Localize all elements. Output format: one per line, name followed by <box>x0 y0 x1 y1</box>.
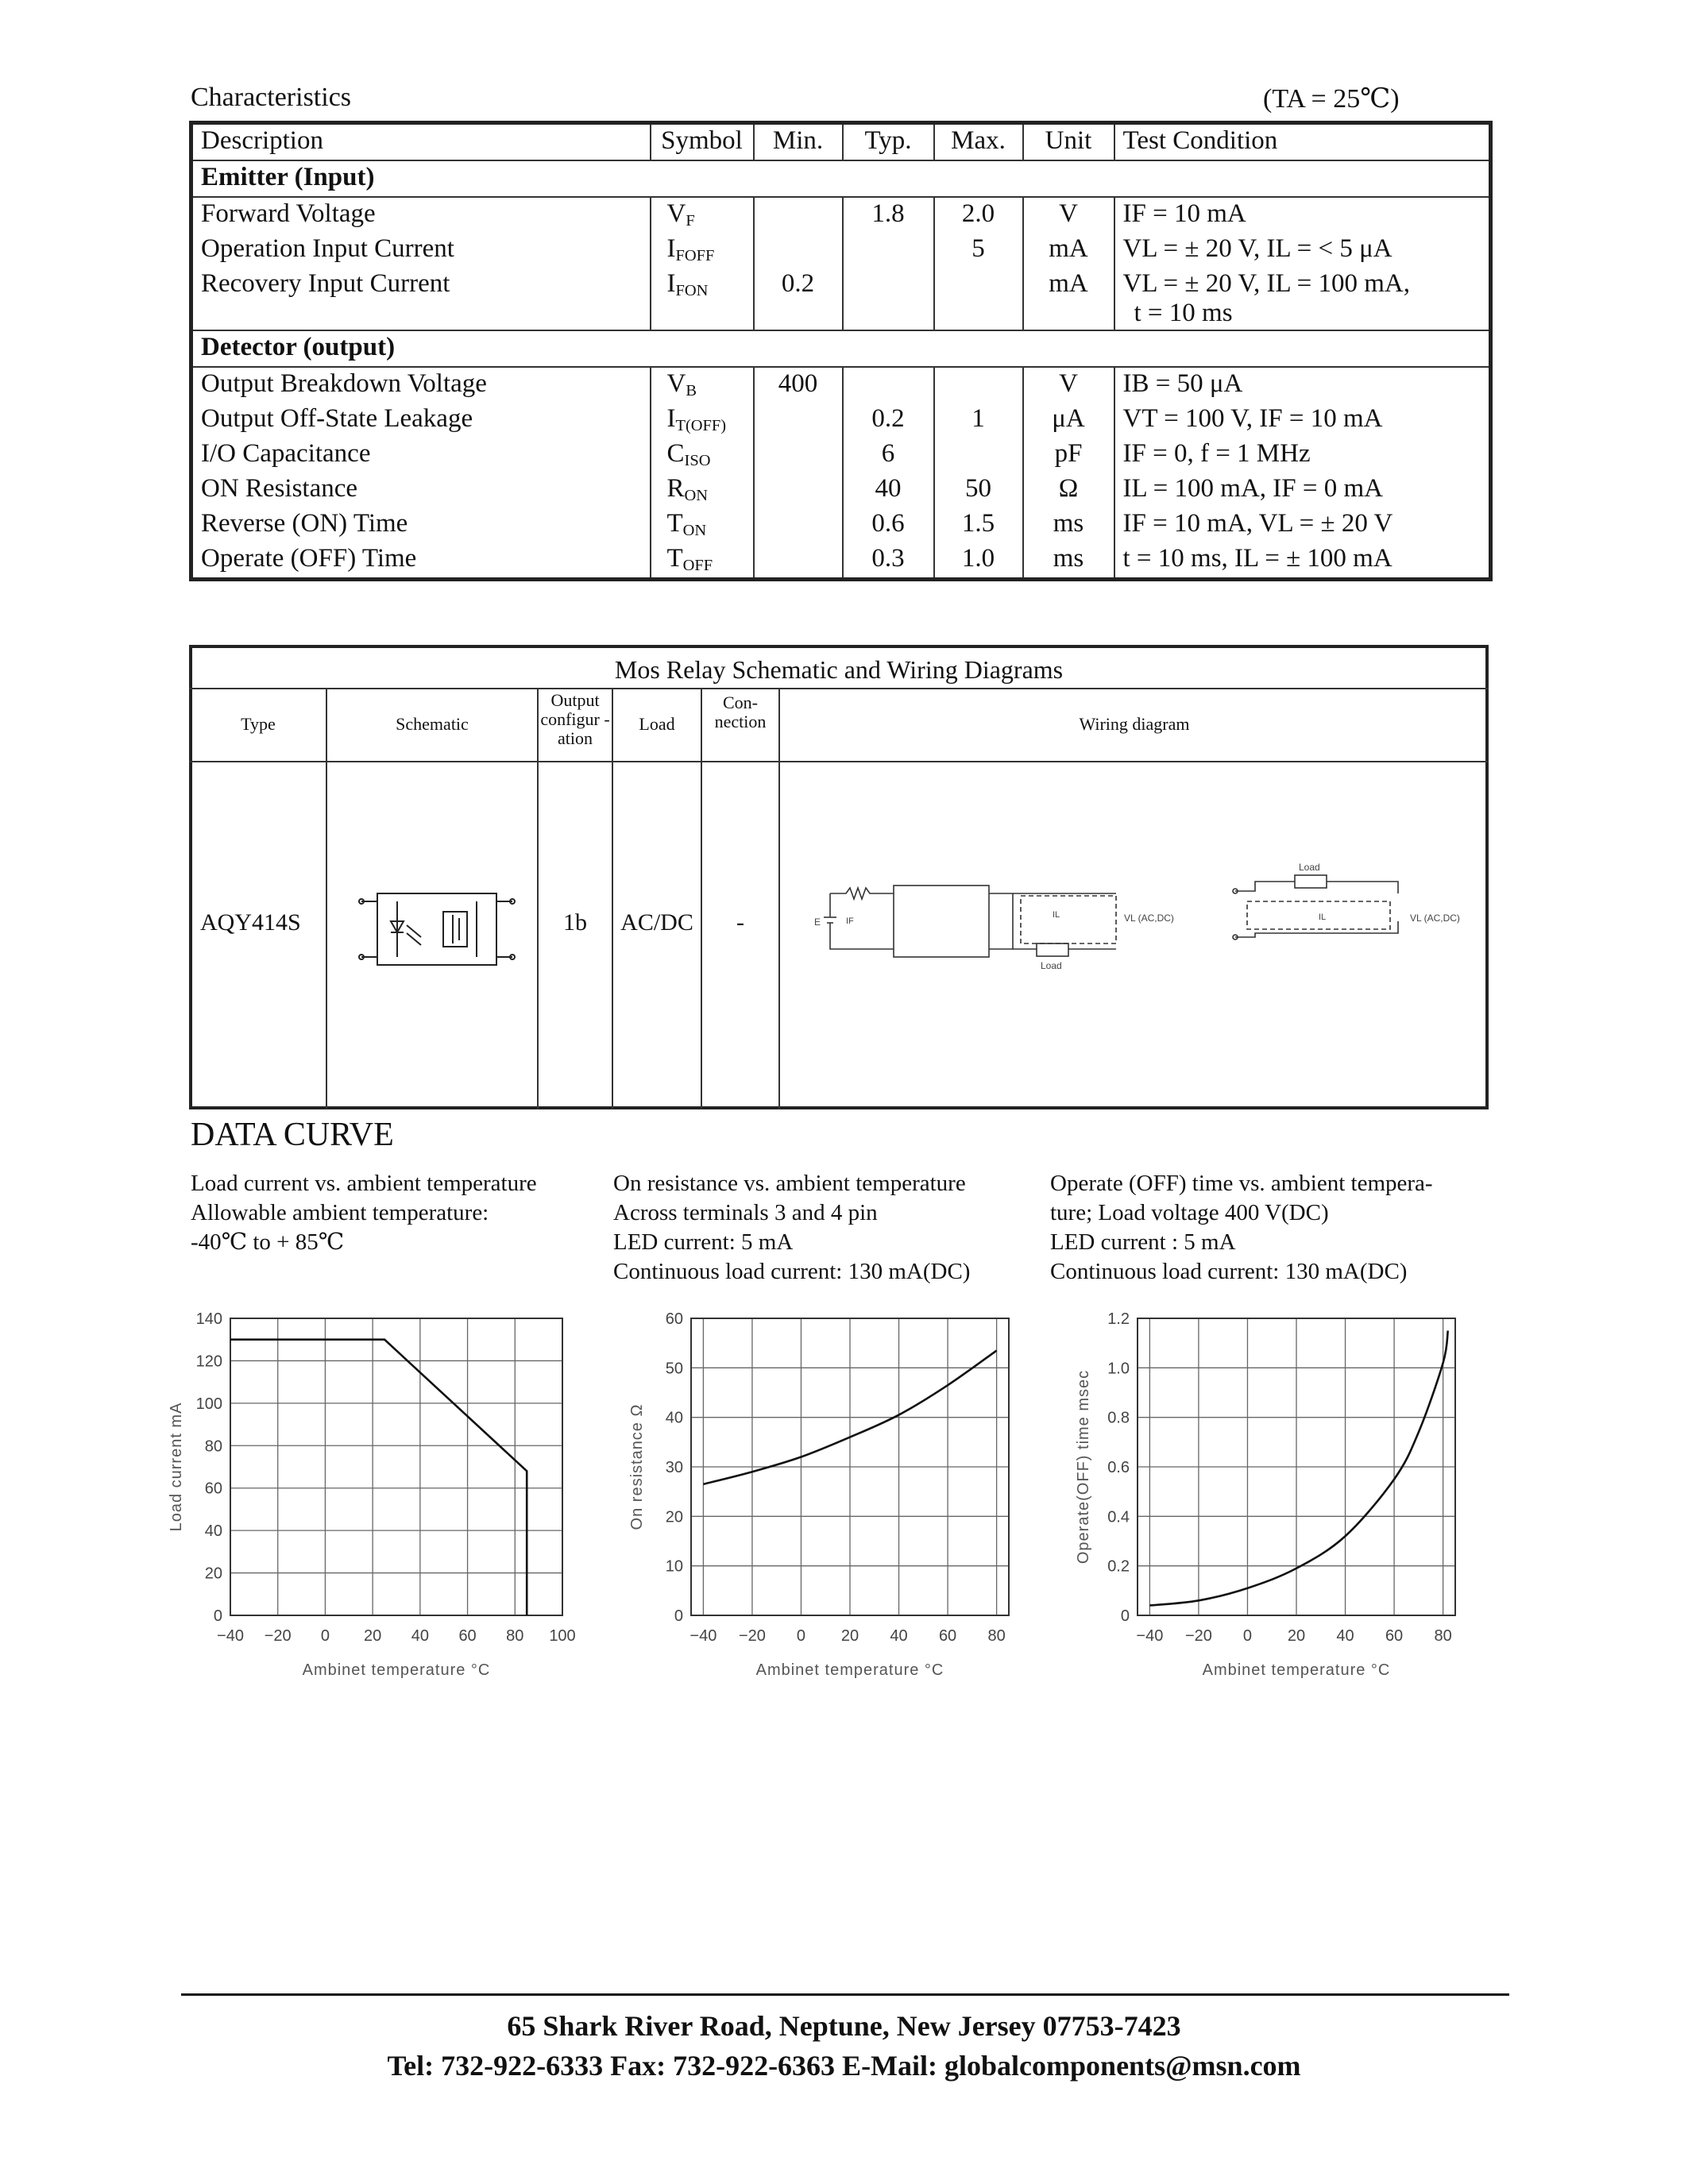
typ-cell: 0.2 <box>843 403 934 438</box>
emitter-section-label: Emitter (Input) <box>191 160 1491 197</box>
typ-cell <box>843 233 934 268</box>
x-tick-label: 40 <box>1336 1627 1354 1645</box>
max-cell: 5 <box>934 233 1023 268</box>
x-tick-label: −40 <box>217 1627 244 1645</box>
test-condition-line: VL = ± 20 V, IL = < 5 μA <box>1122 234 1393 263</box>
y-tick-label: 60 <box>665 1310 683 1328</box>
table-row <box>191 403 1491 438</box>
wiring-diagram-2 <box>1223 858 1485 985</box>
description-cell: Operate (OFF) Time <box>191 542 651 580</box>
typ-cell: 40 <box>843 473 934 507</box>
y-tick-label: 1.0 <box>1107 1360 1130 1378</box>
x-tick-label: 80 <box>506 1627 524 1645</box>
max-cell: 1.0 <box>934 542 1023 580</box>
y-tick-label: 100 <box>195 1395 222 1413</box>
characteristics-title: Characteristics <box>191 83 352 112</box>
symbol-subscript: B <box>686 382 697 400</box>
col-header-output: Output configur -ation <box>540 690 610 748</box>
x-tick-label: 20 <box>364 1627 382 1645</box>
symbol-cell: $T_{OFF}$ <box>651 542 754 580</box>
table-row <box>191 233 1491 268</box>
x-tick-label: 60 <box>1385 1627 1404 1645</box>
y-tick-label: 0.2 <box>1107 1557 1130 1576</box>
symbol-subscript: F <box>686 212 695 230</box>
x-tick-label: 60 <box>938 1627 957 1645</box>
max-cell: 1.5 <box>934 507 1023 542</box>
y-tick-label: 0.6 <box>1107 1459 1130 1476</box>
min-cell <box>754 403 843 438</box>
test-condition-cell <box>1114 473 1491 507</box>
max-cell: 2.0 <box>934 197 1023 233</box>
min-cell: 400 <box>754 367 843 403</box>
x-tick-label: −20 <box>738 1627 766 1645</box>
min-cell <box>754 507 843 542</box>
symbol-subscript: ON <box>684 487 709 505</box>
header-cell: Symbol <box>651 123 754 161</box>
table-row <box>191 438 1491 473</box>
chart-3-caption <box>1050 1169 1433 1287</box>
test-condition-line: IL = 100 mA, IF = 0 mA <box>1122 474 1383 503</box>
min-cell <box>754 473 843 507</box>
section-row <box>191 160 1491 197</box>
y-tick-label: 40 <box>665 1409 683 1427</box>
x-tick-label: 80 <box>987 1627 1006 1645</box>
temperature-condition: (TA = 25℃) <box>1263 84 1400 114</box>
if-label: IF <box>846 916 854 926</box>
description-cell: Forward Voltage <box>191 197 651 233</box>
characteristics-table <box>189 121 1493 581</box>
series-line <box>1149 1331 1447 1606</box>
header-cell: Description <box>191 123 651 161</box>
test-condition-cell <box>1114 542 1491 580</box>
symbol-cell: $V_F$ <box>651 197 754 233</box>
x-tick-label: 0 <box>796 1627 806 1645</box>
test-condition-cell <box>1114 268 1491 330</box>
divider <box>612 688 613 1109</box>
on-resistance-chart <box>604 1302 1041 1700</box>
y-tick-label: 40 <box>204 1522 222 1541</box>
x-tick-label: 100 <box>549 1627 576 1645</box>
caption-line: Continuous load current: 130 mA(DC) <box>1050 1259 1408 1284</box>
chart-1-caption <box>191 1169 537 1257</box>
caption-line: -40℃ to + 85℃ <box>191 1229 345 1255</box>
unit-cell: μA <box>1023 403 1114 438</box>
description-cell: Recovery Input Current <box>191 268 651 330</box>
symbol-cell: $V_B$ <box>651 367 754 403</box>
table-header-row <box>191 123 1491 161</box>
test-condition-line: VL = ± 20 V, IL = 100 mA, <box>1122 269 1411 298</box>
symbol-cell: $R_{ON}$ <box>651 473 754 507</box>
unit-cell: mA <box>1023 268 1114 330</box>
description-cell: Reverse (ON) Time <box>191 507 651 542</box>
divider <box>778 688 780 1109</box>
typ-cell: 0.6 <box>843 507 934 542</box>
symbol-cell: $I_{FOFF}$ <box>651 233 754 268</box>
y-tick-label: 1.2 <box>1107 1310 1130 1328</box>
min-cell <box>754 197 843 233</box>
operate-time-chart <box>1049 1302 1493 1700</box>
y-axis-label: On resistance Ω <box>628 1403 646 1530</box>
load-label: Load <box>1041 960 1062 971</box>
col-header-type: Type <box>241 714 276 734</box>
y-tick-label: 20 <box>665 1508 683 1526</box>
test-condition-line: IF = 0, f = 1 MHz <box>1122 439 1311 468</box>
test-condition-cell <box>1114 233 1491 268</box>
y-tick-label: 140 <box>195 1310 222 1328</box>
max-cell <box>934 438 1023 473</box>
typ-cell <box>843 268 934 330</box>
symbol-cell: $T_{ON}$ <box>651 507 754 542</box>
relay-table-title: Mos Relay Schematic and Wiring Diagrams <box>614 655 1064 684</box>
x-tick-label: 0 <box>320 1627 330 1645</box>
description-cell: Operation Input Current <box>191 233 651 268</box>
col-header-connection: Con- nection <box>714 693 767 731</box>
unit-cell: mA <box>1023 233 1114 268</box>
description-cell: ON Resistance <box>191 473 651 507</box>
x-tick-label: −20 <box>264 1627 292 1645</box>
x-tick-label: 60 <box>458 1627 477 1645</box>
y-tick-label: 50 <box>665 1360 683 1378</box>
header-cell: Max. <box>934 123 1023 161</box>
vl-label: VL (AC,DC) <box>1124 913 1174 924</box>
load-current-chart <box>151 1302 612 1700</box>
relay-connection: - <box>736 909 744 936</box>
symbol-subscript: ON <box>682 522 707 540</box>
caption-line: Load current vs. ambient temperature <box>191 1171 537 1196</box>
y-axis-label: Operate(OFF) time msec <box>1075 1369 1092 1565</box>
min-cell <box>754 233 843 268</box>
divider <box>701 688 702 1109</box>
wiring-diagram-1 <box>782 858 1219 985</box>
unit-cell: Ω <box>1023 473 1114 507</box>
unit-cell: ms <box>1023 542 1114 580</box>
symbol-subscript: FON <box>675 282 709 300</box>
test-condition-line: IF = 10 mA <box>1122 199 1246 228</box>
typ-cell <box>843 367 934 403</box>
test-condition-cell <box>1114 438 1491 473</box>
header-cell: Min. <box>754 123 843 161</box>
detector-section-label: Detector (output) <box>191 330 1491 367</box>
x-tick-label: 80 <box>1434 1627 1452 1645</box>
test-condition-cell <box>1114 403 1491 438</box>
il-label: IL <box>1053 910 1060 920</box>
y-tick-label: 10 <box>665 1557 683 1576</box>
x-axis-label: Ambinet temperature °C <box>1202 1661 1391 1679</box>
test-condition-cell <box>1114 367 1491 403</box>
caption-line: Allowable ambient temperature: <box>191 1200 489 1225</box>
y-tick-label: 0 <box>213 1607 222 1625</box>
y-tick-label: 30 <box>665 1459 683 1476</box>
divider <box>326 688 327 1109</box>
test-condition-line: IF = 10 mA, VL = ± 20 V <box>1122 509 1393 538</box>
footer-rule <box>181 1993 1509 1996</box>
caption-line: ture; Load voltage 400 V(DC) <box>1050 1200 1329 1225</box>
divider <box>189 688 1489 689</box>
symbol-subscript: OFF <box>682 557 713 575</box>
load-label: Load <box>1299 862 1320 873</box>
x-tick-label: −20 <box>1184 1627 1212 1645</box>
max-cell: 50 <box>934 473 1023 507</box>
y-tick-label: 0.8 <box>1107 1409 1130 1427</box>
emitter-rows <box>191 197 1491 330</box>
e-label: E <box>814 916 821 928</box>
table-row <box>191 197 1491 233</box>
symbol-cell: $C_{ISO}$ <box>651 438 754 473</box>
y-tick-label: 120 <box>195 1352 222 1371</box>
symbol-cell: $I_{FON}$ <box>651 268 754 330</box>
relay-type: AQY414S <box>200 909 301 936</box>
test-condition-cell <box>1114 507 1491 542</box>
unit-cell: V <box>1023 197 1114 233</box>
x-axis-label: Ambinet temperature °C <box>302 1661 491 1679</box>
y-axis-label: Load current mA <box>168 1402 185 1532</box>
x-tick-label: −40 <box>689 1627 717 1645</box>
section-row <box>191 330 1491 367</box>
col-header-wiring: Wiring diagram <box>1079 714 1190 734</box>
series-line <box>230 1340 527 1615</box>
symbol-subscript: FOFF <box>675 247 715 265</box>
caption-line: LED current: 5 mA <box>613 1229 794 1255</box>
unit-cell: V <box>1023 367 1114 403</box>
test-condition-line: t = 10 ms <box>1134 299 1233 327</box>
header-cell: Typ. <box>843 123 934 161</box>
test-condition-line: VT = 100 V, IF = 10 mA <box>1122 404 1383 433</box>
x-tick-label: −40 <box>1136 1627 1164 1645</box>
col-header-schematic: Schematic <box>396 714 469 734</box>
description-cell: I/O Capacitance <box>191 438 651 473</box>
table-row <box>191 542 1491 580</box>
relay-schematic <box>357 882 516 977</box>
il-label: IL <box>1319 913 1327 922</box>
test-condition-line: IB = 50 μA <box>1122 369 1243 398</box>
symbol-subscript: T(OFF) <box>675 417 727 435</box>
caption-line: Operate (OFF) time vs. ambient tempera- <box>1050 1171 1433 1196</box>
y-tick-label: 20 <box>204 1565 222 1583</box>
description-cell: Output Breakdown Voltage <box>191 367 651 403</box>
min-cell <box>754 542 843 580</box>
x-tick-label: 0 <box>1242 1627 1253 1645</box>
symbol-subscript: ISO <box>684 452 711 470</box>
footer-contact: Tel: 732-922-6333 Fax: 732-922-6363 E-Mail: globalcomponents@msn.com <box>387 2050 1301 2082</box>
divider <box>537 688 539 1109</box>
max-cell <box>934 367 1023 403</box>
y-tick-label: 0 <box>1120 1607 1130 1625</box>
x-tick-label: 40 <box>890 1627 908 1645</box>
test-condition-line: t = 10 ms, IL = ± 100 mA <box>1122 544 1393 573</box>
max-cell <box>934 268 1023 330</box>
min-cell: 0.2 <box>754 268 843 330</box>
vl-label: VL (AC,DC) <box>1410 913 1460 924</box>
col-header-load: Load <box>639 714 675 734</box>
y-tick-label: 60 <box>204 1480 222 1498</box>
x-axis-label: Ambinet temperature °C <box>755 1661 944 1679</box>
typ-cell: 0.3 <box>843 542 934 580</box>
table-row <box>191 473 1491 507</box>
header-cell: Unit <box>1023 123 1114 161</box>
detector-rows <box>191 367 1491 580</box>
chart-2-caption <box>613 1169 970 1287</box>
plot-frame <box>230 1318 562 1615</box>
description-cell: Output Off-State Leakage <box>191 403 651 438</box>
unit-cell: ms <box>1023 507 1114 542</box>
symbol-cell: $I_{T(OFF)}$ <box>651 403 754 438</box>
relay-output: 1b <box>563 909 587 936</box>
x-tick-label: 20 <box>1287 1627 1306 1645</box>
y-tick-label: 0 <box>674 1607 683 1625</box>
x-tick-label: 40 <box>411 1627 429 1645</box>
y-tick-label: 80 <box>204 1437 222 1456</box>
typ-cell: 6 <box>843 438 934 473</box>
table-row <box>191 367 1491 403</box>
table-row <box>191 268 1491 330</box>
data-curve-title: DATA CURVE <box>191 1117 394 1153</box>
caption-line: On resistance vs. ambient temperature <box>613 1171 966 1196</box>
relay-load: AC/DC <box>620 909 693 936</box>
test-condition-cell <box>1114 197 1491 233</box>
unit-cell: pF <box>1023 438 1114 473</box>
caption-line: LED current : 5 mA <box>1050 1229 1236 1255</box>
y-tick-label: 0.4 <box>1107 1508 1130 1526</box>
min-cell <box>754 438 843 473</box>
caption-line: Across terminals 3 and 4 pin <box>613 1200 878 1225</box>
footer-address: 65 Shark River Road, Neptune, New Jersey 07753-7423 <box>507 2010 1181 2042</box>
header-cell: Test Condition <box>1114 123 1491 161</box>
divider <box>189 761 1489 762</box>
typ-cell: 1.8 <box>843 197 934 233</box>
table-row <box>191 507 1491 542</box>
max-cell: 1 <box>934 403 1023 438</box>
caption-line: Continuous load current: 130 mA(DC) <box>613 1259 971 1284</box>
x-tick-label: 20 <box>840 1627 859 1645</box>
